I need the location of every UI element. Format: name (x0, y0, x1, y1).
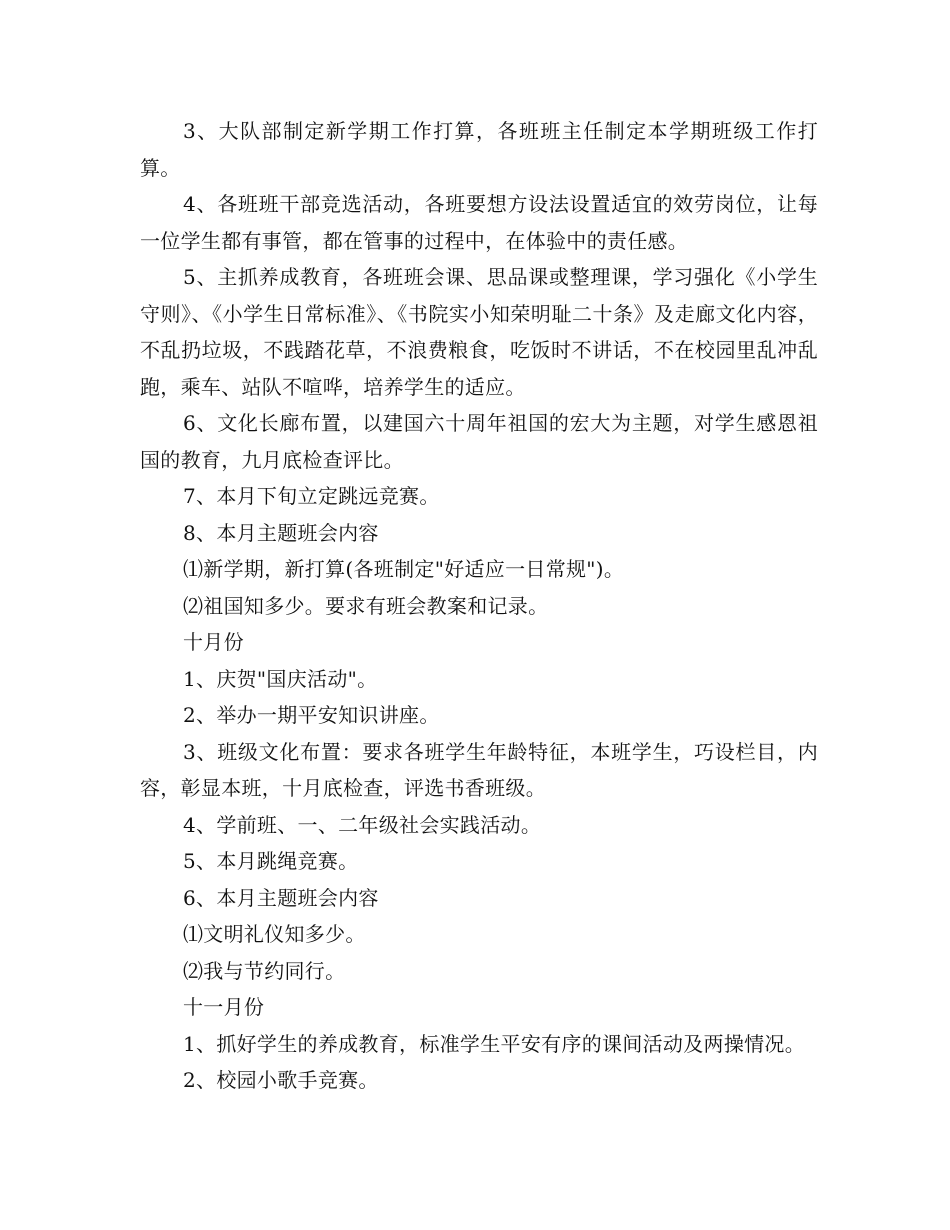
paragraph: 5、本月跳绳竞赛。 (183, 849, 359, 873)
paragraph: 2、校园小歌手竞赛。 (183, 1068, 379, 1092)
paragraph: 6、本月主题班会内容 (183, 885, 379, 910)
paragraph: ⑵祖国知多少。要求有班会教案和记录。 (183, 593, 549, 618)
paragraph: 4、各班班干部竞选活动，各班要想方设法设置适宜的效劳岗位，让每一位学生都有事管，都在管事的过程中，在体验中的责任感。 (140, 192, 818, 253)
paragraph: ⑴新学期，新打算(各班制定"好适应一日常规")。 (183, 557, 625, 581)
section-heading: 十月份 (183, 630, 244, 654)
section-heading: 十一月份 (183, 995, 265, 1019)
paragraph: ⑴文明礼仪知多少。 (183, 922, 366, 946)
paragraph: 2、举办一期平安知识讲座。 (183, 703, 440, 727)
paragraph: 1、庆贺"国庆活动"。 (183, 666, 378, 691)
paragraph: 6、文化长廊布置，以建国六十周年祖国的宏大为主题，对学生感恩祖国的教育，九月底检查评比。 (140, 411, 818, 472)
paragraph: 3、班级文化布置：要求各班学生年龄特征，本班学生，巧设栏目，内容，彰显本班，十月底检查，评选书香班级。 (140, 739, 818, 800)
paragraph: 7、本月下旬立定跳远竞赛。 (183, 484, 440, 508)
paragraph: 5、主抓养成教育，各班班会课、思品课或整理课，学习强化《小学生守则》、《小学生日常标准》、《书院实小知荣明耻二十条》及走廊文化内容，不乱扔垃圾，不践踏花草，不浪费粮食，吃饭时不讲话，不在校园里乱冲乱跑，乘车、站队不喧哗，培养学生的适应。 (140, 265, 818, 399)
paragraph: 3、大队部制定新学期工作打算，各班班主任制定本学期班级工作打算。 (140, 119, 818, 180)
paragraph: 4、学前班、一、二年级社会实践活动。 (183, 812, 542, 837)
paragraph: 1、抓好学生的养成教育，标准学生平安有序的课间活动及两操情况。 (183, 1031, 806, 1056)
paragraph: 8、本月主题班会内容 (183, 520, 379, 545)
paragraph: ⑵我与节约同行。 (183, 958, 346, 983)
